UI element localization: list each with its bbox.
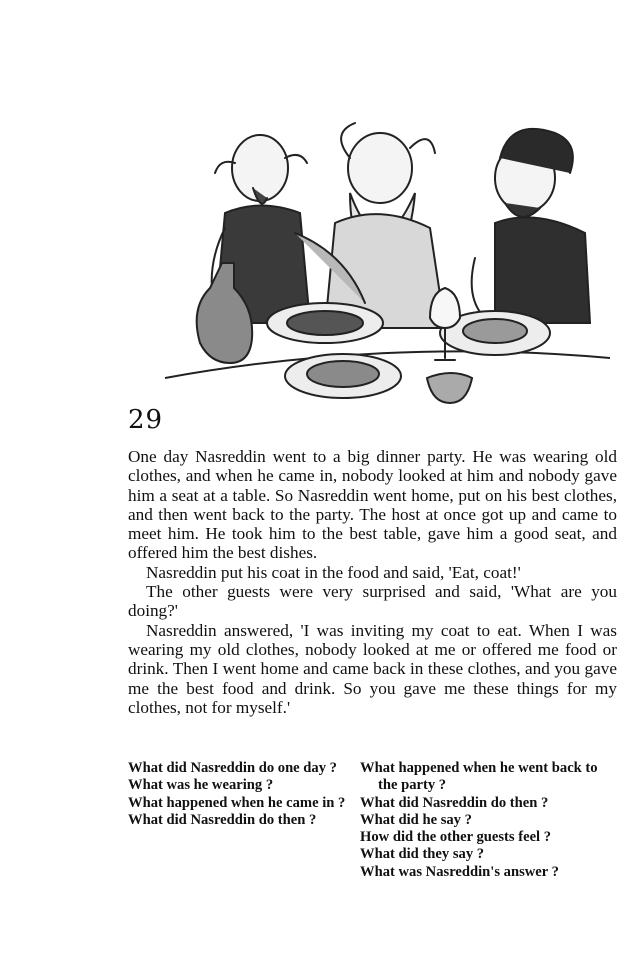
questions-left-column [128,760,348,829]
question-item: What did Nasreddin do one day ? [128,760,337,776]
question-item: What was Nasreddin's answer ? [360,863,559,880]
question-item: What did he say ? [360,811,472,828]
question-item: How did the other guests feel ? [360,829,552,846]
dinner-party-illustration [165,118,610,418]
story-text [128,447,617,717]
questions-right-column [360,760,600,881]
lesson-number: 29 [128,405,164,435]
story-paragraph: Nasreddin answered, 'I was inviting my coat to eat. When I was wearing my old clothes, nobody looked at me or offered me food or drink. Then I went home and came back in these clothes, and you gave me the best food and drink. So you gave me these things for my clothes, not for myself.' [128,620,617,717]
question-item: What did they say ? [360,846,485,863]
question-item: What did Nasreddin do then ? [360,794,549,811]
question-item: What happened when he went back to the party ? [360,760,598,794]
story-paragraph: Nasreddin put his coat in the food and said, 'Eat, coat!' [146,562,521,582]
question-item: What was he wearing ? [128,777,274,794]
story-paragraph: The other guests were very surprised and said, 'What are you doing?' [128,582,617,621]
question-item: What happened when he came in ? [128,794,346,811]
question-item: What did Nasreddin do then ? [128,811,317,828]
story-paragraph: One day Nasreddin went to a big dinner party. He was wearing old clothes, and when he came in, nobody looked at him and nobody gave him a seat at a table. So Nasreddin went home, put on his best clothes, and then went back to the party. The host at once got up and came to meet him. He took him to the best table, gave him a good seat, and offered him the best dishes. [128,447,617,563]
